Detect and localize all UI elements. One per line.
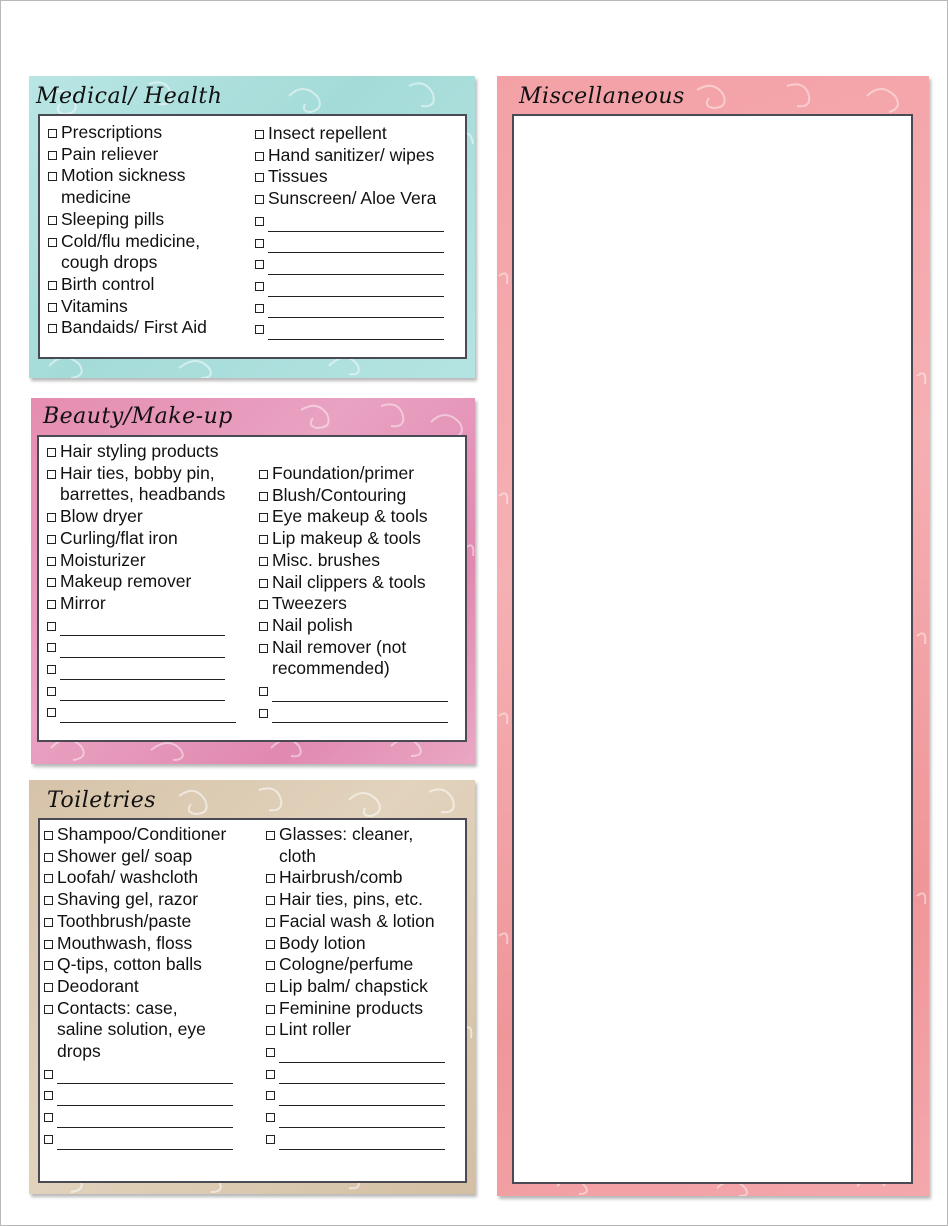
- checkbox-icon[interactable]: [47, 470, 56, 479]
- medical-checklist-box: [38, 114, 467, 359]
- write-in-line[interactable]: [268, 302, 444, 318]
- checklist-item[interactable]: Mirror: [39, 593, 236, 615]
- write-in-line[interactable]: [268, 237, 444, 253]
- write-in-line[interactable]: [60, 707, 236, 723]
- checklist-item[interactable]: Shower gel/ soap: [36, 846, 233, 868]
- blank-checklist-item[interactable]: [247, 318, 444, 340]
- checkbox-icon[interactable]: [48, 281, 57, 290]
- checklist-item-continuation: medicine: [61, 187, 132, 208]
- checklist-item[interactable]: Blow dryer: [39, 506, 236, 528]
- beauty-column-2: [251, 463, 448, 723]
- blank-checklist-item[interactable]: [251, 702, 448, 724]
- checklist-item[interactable]: Lip makeup & tools: [251, 528, 448, 550]
- write-in-line[interactable]: [57, 1090, 233, 1106]
- checklist-item-continuation: recommended): [272, 658, 390, 679]
- checkbox-icon[interactable]: [48, 151, 57, 160]
- miscellaneous-panel: [497, 76, 929, 1196]
- checkbox-icon[interactable]: [266, 874, 275, 883]
- checklist-item[interactable]: Vitamins: [40, 296, 207, 318]
- checkbox-icon[interactable]: [44, 831, 53, 840]
- checklist-item[interactable]: Feminine products: [258, 998, 445, 1020]
- blank-checklist-item[interactable]: [247, 253, 444, 275]
- checklist-item[interactable]: Motion sickness: [40, 165, 207, 187]
- checklist-item[interactable]: Sunscreen/ Aloe Vera: [247, 188, 444, 210]
- beauty-checklist-box: [37, 435, 467, 742]
- checklist-item[interactable]: Mouthwash, floss: [36, 933, 233, 955]
- checkbox-icon[interactable]: [255, 152, 264, 161]
- checkbox-icon[interactable]: [255, 325, 264, 334]
- checkbox-icon[interactable]: [255, 304, 264, 313]
- blank-checklist-item[interactable]: [247, 297, 444, 319]
- checkbox-icon[interactable]: [266, 1048, 275, 1057]
- toiletries-checklist-box: [38, 818, 467, 1183]
- blank-checklist-item[interactable]: [247, 210, 444, 232]
- checkbox-icon[interactable]: [255, 195, 264, 204]
- blank-checklist-item[interactable]: [36, 1106, 233, 1128]
- checkbox-icon[interactable]: [266, 940, 275, 949]
- blank-checklist-item[interactable]: [247, 232, 444, 254]
- checklist-item[interactable]: Prescriptions: [40, 122, 207, 144]
- medical-column-1: [40, 122, 207, 339]
- write-in-line[interactable]: [268, 259, 444, 275]
- checklist-item[interactable]: Curling/flat iron: [39, 528, 236, 550]
- checkbox-icon[interactable]: [47, 622, 56, 631]
- checklist-item[interactable]: Glasses: cleaner,: [258, 824, 445, 846]
- blank-checklist-item[interactable]: [39, 636, 236, 658]
- checkbox-icon[interactable]: [266, 831, 275, 840]
- section-title-miscellaneous: Miscellaneous: [519, 84, 685, 109]
- checklist-item[interactable]: Hair ties, bobby pin,: [39, 463, 236, 485]
- checklist-item[interactable]: Cologne/perfume: [258, 954, 445, 976]
- checklist-item[interactable]: Loofah/ washcloth: [36, 867, 233, 889]
- checkbox-icon[interactable]: [259, 622, 268, 631]
- blank-checklist-item[interactable]: [258, 1063, 445, 1085]
- blank-checklist-item[interactable]: [36, 1084, 233, 1106]
- checkbox-icon[interactable]: [44, 983, 53, 992]
- blank-checklist-item[interactable]: [258, 1041, 445, 1063]
- write-in-line[interactable]: [268, 216, 444, 232]
- checklist-item[interactable]: Tissues: [247, 166, 444, 188]
- checklist-item[interactable]: Hair ties, pins, etc.: [258, 889, 445, 911]
- checkbox-icon[interactable]: [44, 961, 53, 970]
- section-title-medical: Medical/ Health: [36, 84, 223, 109]
- toiletries-column-2: [258, 824, 445, 1150]
- checkbox-icon[interactable]: [259, 687, 268, 696]
- checkbox-icon[interactable]: [44, 853, 53, 862]
- checklist-item[interactable]: Blush/Contouring: [251, 485, 448, 507]
- blank-checklist-item[interactable]: [39, 680, 236, 702]
- checklist-item[interactable]: Toothbrush/paste: [36, 911, 233, 933]
- write-in-line[interactable]: [279, 1068, 445, 1084]
- write-in-line[interactable]: [272, 707, 448, 723]
- checkbox-icon[interactable]: [255, 130, 264, 139]
- checkbox-icon[interactable]: [259, 557, 268, 566]
- checklist-item[interactable]: Facial wash & lotion: [258, 911, 445, 933]
- checkbox-icon[interactable]: [266, 1135, 275, 1144]
- checkbox-icon[interactable]: [44, 1070, 53, 1079]
- checklist-item[interactable]: Eye makeup & tools: [251, 506, 448, 528]
- blank-checklist-item[interactable]: [36, 1063, 233, 1085]
- write-in-line[interactable]: [279, 1047, 445, 1063]
- checkbox-icon[interactable]: [259, 709, 268, 718]
- checkbox-icon[interactable]: [266, 961, 275, 970]
- write-in-line[interactable]: [60, 664, 225, 680]
- checkbox-icon[interactable]: [47, 643, 56, 652]
- checkbox-icon[interactable]: [255, 217, 264, 226]
- checklist-item[interactable]: Q-tips, cotton balls: [36, 954, 233, 976]
- checkbox-icon[interactable]: [48, 324, 57, 333]
- write-in-line[interactable]: [279, 1134, 445, 1150]
- checkbox-icon[interactable]: [47, 513, 56, 522]
- checkbox-icon[interactable]: [259, 535, 268, 544]
- checklist-item[interactable]: Insect repellent: [247, 123, 444, 145]
- checklist-item-continuation: barrettes, headbands: [60, 484, 226, 505]
- miscellaneous-notes-area[interactable]: [512, 114, 913, 1184]
- checkbox-icon[interactable]: [48, 303, 57, 312]
- checkbox-icon[interactable]: [47, 557, 56, 566]
- checkbox-icon[interactable]: [266, 1005, 275, 1014]
- write-in-line[interactable]: [60, 685, 225, 701]
- medical-column-2: [247, 123, 444, 340]
- write-in-line[interactable]: [268, 281, 444, 297]
- checkbox-icon[interactable]: [266, 896, 275, 905]
- checklist-item[interactable]: Hair styling products: [39, 441, 236, 463]
- checkbox-icon[interactable]: [44, 1091, 53, 1100]
- write-in-line[interactable]: [272, 686, 448, 702]
- checklist-item-continuation: drops: [57, 1041, 101, 1062]
- checklist-item[interactable]: Misc. brushes: [251, 550, 448, 572]
- checkbox-icon[interactable]: [266, 918, 275, 927]
- checkbox-icon[interactable]: [44, 1113, 53, 1122]
- medical-health-panel: [29, 76, 475, 378]
- checklist-item[interactable]: Tweezers: [251, 593, 448, 615]
- checklist-item[interactable]: Nail polish: [251, 615, 448, 637]
- checkbox-icon[interactable]: [255, 282, 264, 291]
- checkbox-icon[interactable]: [44, 1135, 53, 1144]
- checkbox-icon[interactable]: [47, 578, 56, 587]
- checklist-item[interactable]: Bandaids/ First Aid: [40, 317, 207, 339]
- checkbox-icon[interactable]: [44, 896, 53, 905]
- toiletries-column-1: [36, 824, 233, 1150]
- beauty-makeup-panel: [31, 398, 475, 764]
- blank-checklist-item[interactable]: [251, 680, 448, 702]
- checklist-item[interactable]: Moisturizer: [39, 550, 236, 572]
- write-in-line[interactable]: [268, 324, 444, 340]
- checkbox-icon[interactable]: [255, 173, 264, 182]
- checklist-item[interactable]: Foundation/primer: [251, 463, 448, 485]
- checkbox-icon[interactable]: [259, 492, 268, 501]
- checkbox-icon[interactable]: [48, 129, 57, 138]
- checklist-item[interactable]: Nail clippers & tools: [251, 572, 448, 594]
- checkbox-icon[interactable]: [47, 535, 56, 544]
- checkbox-icon[interactable]: [259, 600, 268, 609]
- checklist-item-continuation: cough drops: [61, 252, 158, 273]
- checklist-item[interactable]: Makeup remover: [39, 571, 236, 593]
- beauty-column-1: [39, 441, 236, 723]
- checkbox-icon[interactable]: [47, 448, 56, 457]
- blank-checklist-item[interactable]: [39, 701, 236, 723]
- blank-checklist-item[interactable]: [258, 1084, 445, 1106]
- checklist-item[interactable]: Hairbrush/comb: [258, 867, 445, 889]
- checklist-item[interactable]: Shampoo/Conditioner: [36, 824, 233, 846]
- checkbox-icon[interactable]: [47, 665, 56, 674]
- checkbox-icon[interactable]: [259, 513, 268, 522]
- checklist-item[interactable]: Nail remover (not: [251, 637, 448, 659]
- write-in-line[interactable]: [60, 620, 225, 636]
- checkbox-icon[interactable]: [266, 1070, 275, 1079]
- checkbox-icon[interactable]: [266, 983, 275, 992]
- checkbox-icon[interactable]: [255, 260, 264, 269]
- checkbox-icon[interactable]: [47, 708, 56, 717]
- checklist-item[interactable]: Hand sanitizer/ wipes: [247, 145, 444, 167]
- checkbox-icon[interactable]: [47, 687, 56, 696]
- checklist-item[interactable]: Lint roller: [258, 1019, 445, 1041]
- blank-checklist-item[interactable]: [39, 658, 236, 680]
- section-title-beauty: Beauty/Make-up: [43, 404, 233, 429]
- write-in-line[interactable]: [57, 1112, 233, 1128]
- checklist-item-continuation: saline solution, eye: [57, 1019, 206, 1040]
- checklist-item[interactable]: Birth control: [40, 274, 207, 296]
- write-in-line[interactable]: [57, 1134, 233, 1150]
- checkbox-icon[interactable]: [266, 1026, 275, 1035]
- checkbox-icon[interactable]: [266, 1113, 275, 1122]
- checklist-item[interactable]: Body lotion: [258, 933, 445, 955]
- toiletries-panel: [29, 780, 475, 1194]
- checkbox-icon[interactable]: [266, 1091, 275, 1100]
- checklist-item[interactable]: Cold/flu medicine,: [40, 231, 207, 253]
- section-title-toiletries: Toiletries: [47, 788, 157, 813]
- checklist-item-continuation: cloth: [279, 845, 316, 866]
- checkbox-icon[interactable]: [44, 1005, 53, 1014]
- checklist-item[interactable]: Pain reliever: [40, 144, 207, 166]
- write-in-line[interactable]: [60, 642, 225, 658]
- checkbox-icon[interactable]: [259, 644, 268, 653]
- checkbox-icon[interactable]: [44, 940, 53, 949]
- write-in-line[interactable]: [57, 1068, 233, 1084]
- checklist-item[interactable]: Deodorant: [36, 976, 233, 998]
- blank-checklist-item[interactable]: [258, 1106, 445, 1128]
- checkbox-icon[interactable]: [48, 216, 57, 225]
- blank-checklist-item[interactable]: [247, 275, 444, 297]
- checkbox-icon[interactable]: [259, 579, 268, 588]
- checkbox-icon[interactable]: [259, 470, 268, 479]
- blank-checklist-item[interactable]: [258, 1128, 445, 1150]
- blank-checklist-item[interactable]: [39, 615, 236, 637]
- checklist-item[interactable]: Sleeping pills: [40, 209, 207, 231]
- checkbox-icon[interactable]: [255, 239, 264, 248]
- checklist-item[interactable]: Contacts: case,: [36, 998, 233, 1020]
- checkbox-icon[interactable]: [47, 600, 56, 609]
- write-in-line[interactable]: [279, 1090, 445, 1106]
- checkbox-icon[interactable]: [44, 918, 53, 927]
- checkbox-icon[interactable]: [48, 238, 57, 247]
- checkbox-icon[interactable]: [44, 874, 53, 883]
- checklist-item[interactable]: Lip balm/ chapstick: [258, 976, 445, 998]
- write-in-line[interactable]: [279, 1112, 445, 1128]
- blank-checklist-item[interactable]: [36, 1128, 233, 1150]
- checkbox-icon[interactable]: [48, 172, 57, 181]
- checklist-item[interactable]: Shaving gel, razor: [36, 889, 233, 911]
